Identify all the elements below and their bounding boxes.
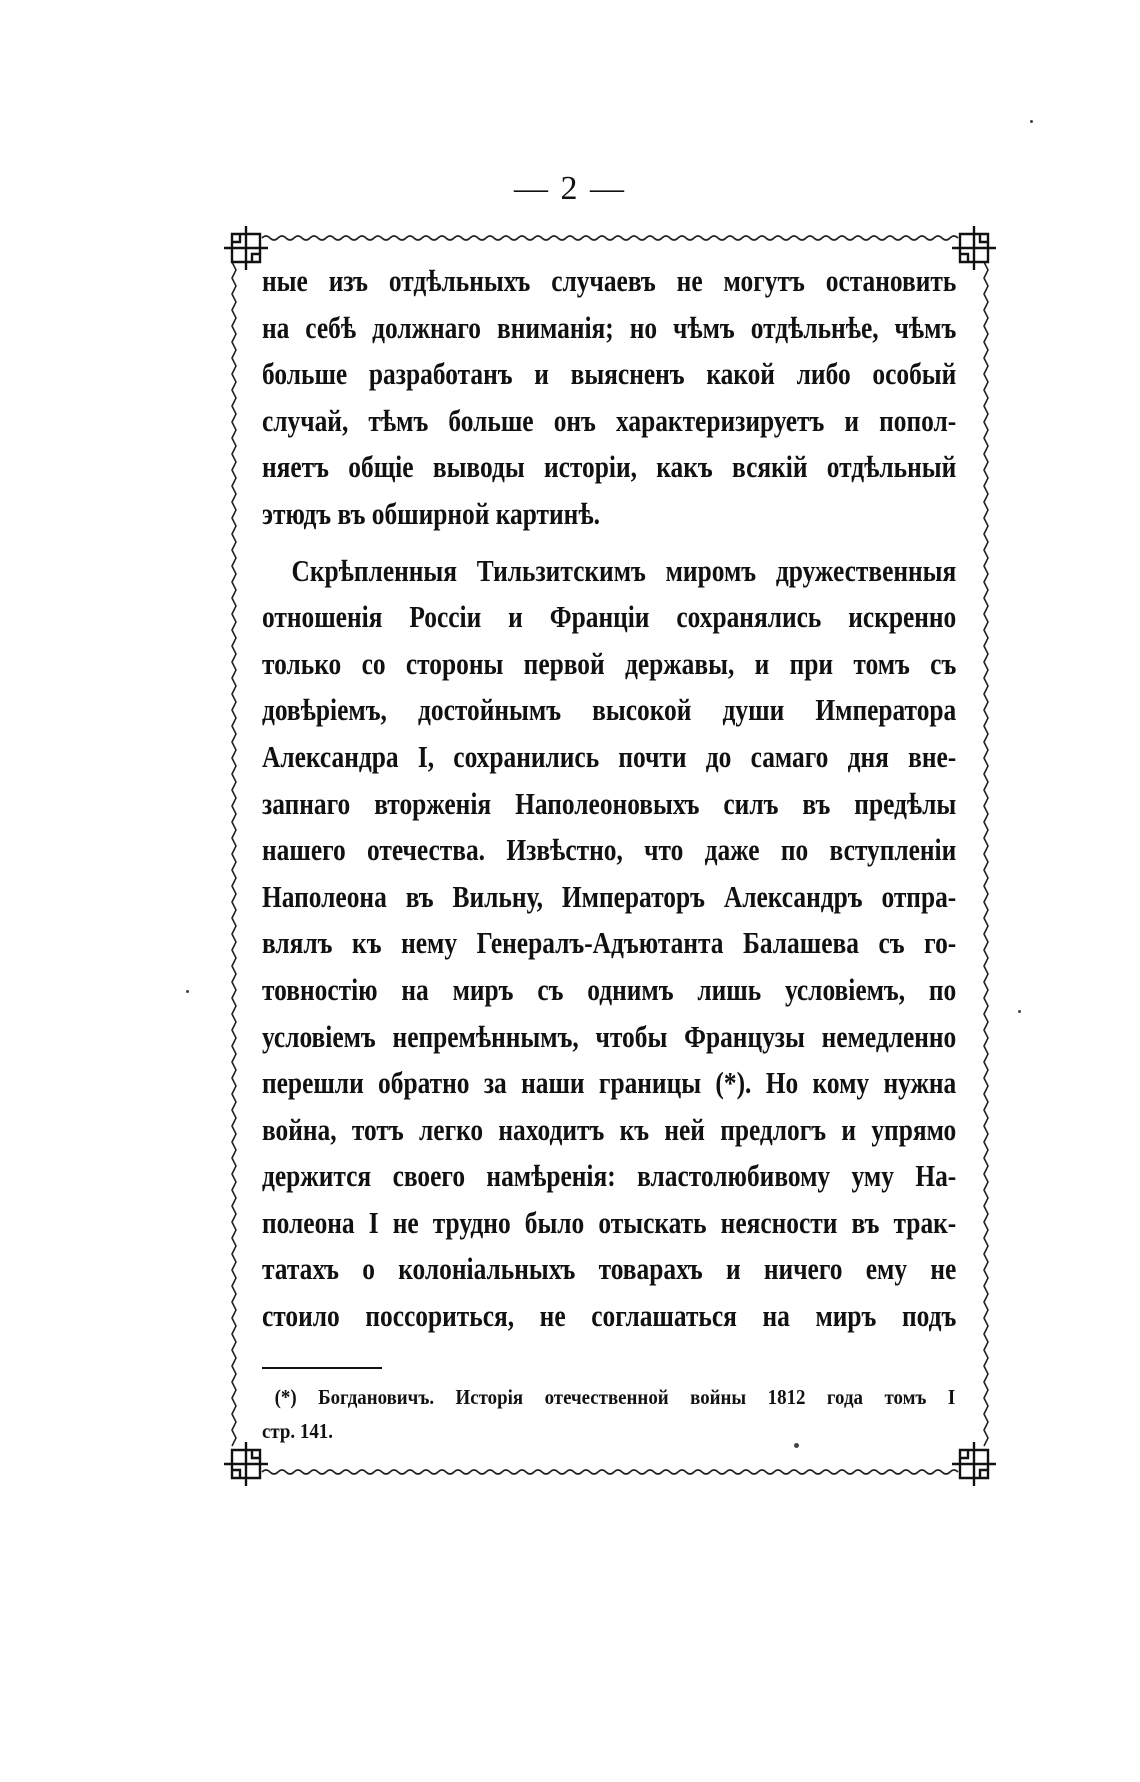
footnote-line: стр. 141. <box>262 1419 333 1443</box>
text-line: стоило поссориться, не соглашаться на миръ подъ <box>262 1298 957 1334</box>
page-number: — 2 — <box>514 170 626 207</box>
text-line: товностію на миръ съ однимъ лишь условіемъ, по <box>262 971 957 1007</box>
text-line: влялъ къ нему Генералъ-Адъютанта Балашева съ го- <box>262 925 957 961</box>
text-line: случай, тѣмъ больше онъ характеризируетъ и попол- <box>262 402 957 438</box>
body-text <box>262 258 956 1340</box>
speck <box>1030 120 1033 123</box>
text-line: только со стороны первой державы, и при томъ съ <box>262 645 957 681</box>
text-line: отношенія Россіи и Франціи сохранялись искренно <box>262 599 957 635</box>
text-line: запнаго вторженія Наполеоновыхъ силъ въ предѣлы <box>262 785 957 821</box>
text-line: на себѣ должнаго вниманія; но чѣмъ отдѣльнѣе, чѣмъ <box>262 309 957 345</box>
footnote <box>262 1380 956 1448</box>
text-line: условіемъ непремѣннымъ, чтобы Французы немедленно <box>262 1018 957 1054</box>
text-line: ные изъ отдѣльныхъ случаевъ не могутъ остановить <box>262 263 957 298</box>
text-line: больше разработанъ и выясненъ какой либо особый <box>262 356 957 392</box>
text-line: держится своего намѣренія: властолюбивому уму На- <box>262 1158 957 1194</box>
text-line: полеона I не трудно было отыскать неясности въ трак- <box>262 1204 957 1240</box>
text-line: Скрѣпленныя Тильзитскимъ миромъ дружественныя <box>291 552 957 588</box>
text-line: Александра I, сохранились почти до самаго дня вне- <box>262 738 957 774</box>
text-line: няетъ общіе выводы исторіи, какъ всякій отдѣльный <box>262 449 957 485</box>
text-line: довѣріемъ, достойнымъ высокой души Императора <box>262 692 957 728</box>
text-line: этюдъ въ обширной картинѣ. <box>262 495 600 531</box>
text-line: нашего отечества. Извѣстно, что даже по вступленіи <box>262 832 957 868</box>
text-line: война, тотъ легко находитъ къ ней предлогъ и упрямо <box>262 1111 957 1147</box>
text-line: Наполеона въ Вильну, Императоръ Александръ отпра- <box>262 878 957 914</box>
speck <box>1018 1010 1021 1013</box>
speck <box>186 990 189 993</box>
text-line: перешли обратно за наши границы (*). Но кому нужна <box>262 1065 957 1101</box>
speck <box>794 1443 799 1448</box>
footnote-line: (*) Богдановичъ. Исторія отечественной войны 1812 года томъ I <box>274 1385 956 1409</box>
text-line: татахъ о колоніальныхъ товарахъ и ничего ему не <box>262 1251 957 1287</box>
footnote-divider <box>262 1367 382 1369</box>
